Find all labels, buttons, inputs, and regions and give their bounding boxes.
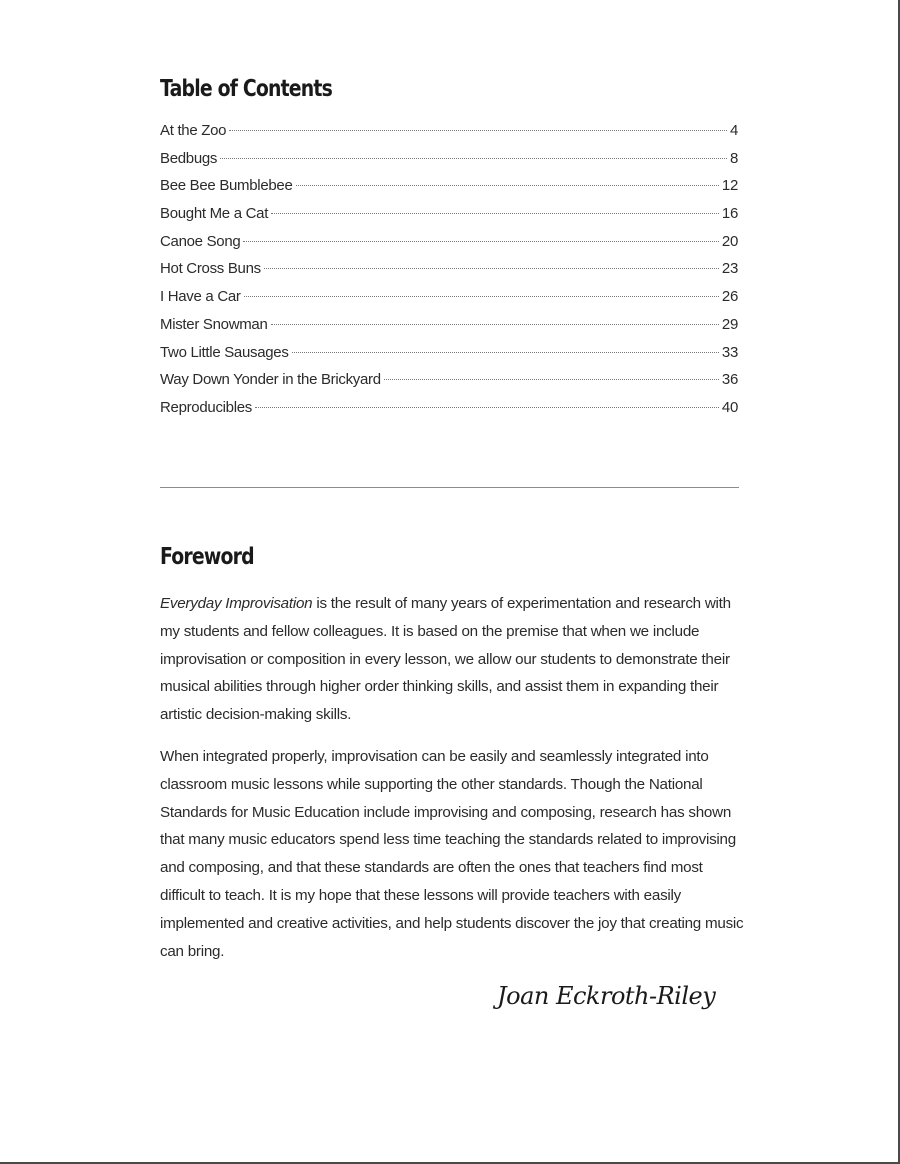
toc-entry[interactable] <box>160 205 738 233</box>
toc-entry-title: Bee Bee Bumblebee <box>160 177 293 195</box>
toc-entry-title: Reproducibles <box>160 398 252 416</box>
foreword-paragraph-text: is the result of many years of experimentation and research with my students and fellow colleagues. It is based on the premise that when we include improvisation or composition in every lesson, we allow our students to demonstrate their musical abilities through higher order thinking skills, and assist them in expanding their artistic decision-making skills. <box>160 595 731 724</box>
toc-entry-page: 20 <box>721 232 738 250</box>
toc-dot-leader <box>271 213 719 214</box>
toc-entry-title: At the Zoo <box>160 122 227 139</box>
toc-entry[interactable] <box>160 150 738 178</box>
toc-dot-leader <box>296 185 719 186</box>
toc-dot-leader <box>244 296 719 297</box>
toc-entry[interactable] <box>160 233 738 261</box>
toc-dot-leader <box>384 379 719 380</box>
toc-dot-leader <box>255 407 719 408</box>
toc-entry[interactable] <box>160 316 738 344</box>
toc-entry-title: Mister Snowman <box>160 315 268 333</box>
toc-entry-page: 23 <box>721 260 738 278</box>
toc-dot-leader <box>220 158 727 159</box>
toc-dot-leader <box>229 130 727 131</box>
toc-entry-page: 33 <box>721 343 738 361</box>
foreword-paragraph <box>160 590 750 729</box>
toc-entry-title: Bedbugs <box>160 149 218 167</box>
toc-dot-leader <box>264 268 719 269</box>
toc-entry-page: 16 <box>721 205 738 223</box>
toc-entry[interactable] <box>160 177 738 205</box>
toc-entry[interactable] <box>160 260 738 288</box>
toc-entry-page: 8 <box>729 149 738 167</box>
toc-entry-page: 36 <box>721 371 738 389</box>
toc-entry[interactable] <box>160 122 738 150</box>
toc-entry-page: 29 <box>721 315 738 333</box>
toc-entry[interactable] <box>160 399 738 427</box>
toc-list <box>160 122 738 427</box>
toc-entry-page: 12 <box>721 177 738 195</box>
toc-entry-page: 26 <box>721 288 738 306</box>
toc-entry-page: 40 <box>721 398 738 416</box>
toc-entry-title: Two Little Sausages <box>160 343 289 361</box>
toc-dot-leader <box>243 241 719 242</box>
section-divider <box>160 487 739 488</box>
toc-heading: Table of Contents <box>160 76 332 102</box>
toc-entry[interactable] <box>160 344 738 372</box>
foreword-heading: Foreword <box>160 544 254 570</box>
toc-entry-title: I Have a Car <box>160 288 241 306</box>
toc-dot-leader <box>292 352 719 353</box>
book-title-italic: Everyday Improvisation <box>160 595 313 612</box>
toc-entry-page: 4 <box>729 122 738 139</box>
foreword-paragraph: When integrated properly, improvisation can be easily and seamlessly integrated into classroom music lessons while supporting the other standards. Though the National Standards for Music Education include improvising and composing, research has shown that many music educators spend less time teaching the standards related to improvising and composing, and that these standards are often the ones that teachers find most difficult to teach. It is my hope that these lessons will provide teachers with easily implemented and creative activities, and help students discover the joy that creating music can bring. <box>160 748 744 960</box>
toc-entry-title: Way Down Yonder in the Brickyard <box>160 371 381 389</box>
toc-entry[interactable] <box>160 288 738 316</box>
toc-entry-title: Canoe Song <box>160 232 241 250</box>
toc-entry[interactable] <box>160 371 738 399</box>
toc-entry-title: Bought Me a Cat <box>160 205 269 223</box>
toc-entry-title: Hot Cross Buns <box>160 260 261 278</box>
author-signature: Joan Eckroth-Riley <box>497 982 716 1010</box>
toc-dot-leader <box>271 324 719 325</box>
